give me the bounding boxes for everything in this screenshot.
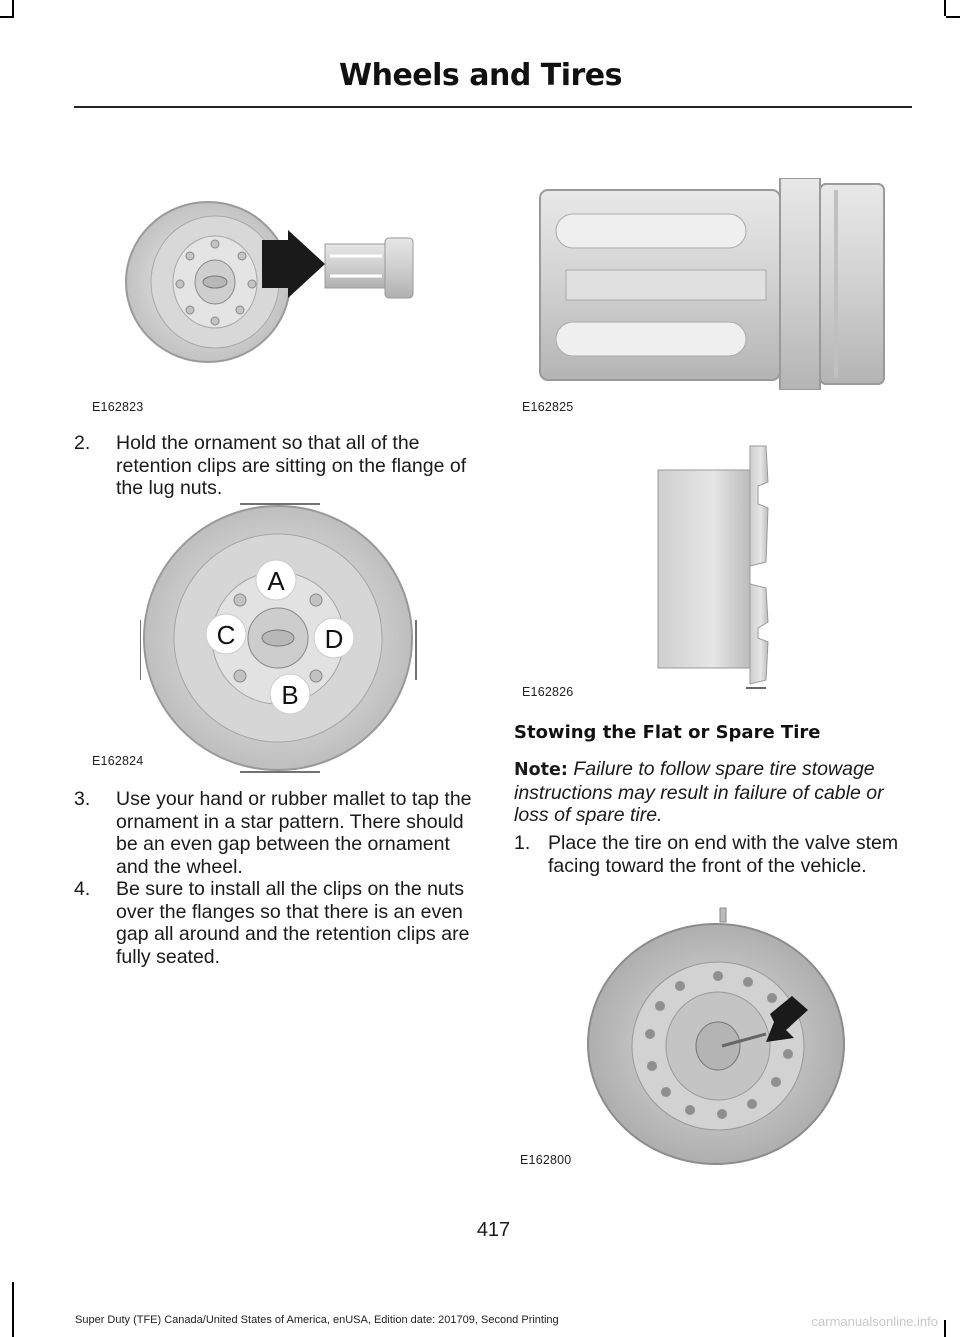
crop-mark bbox=[12, 0, 14, 16]
figure-id: E162824 bbox=[92, 754, 144, 768]
figure-nut-profile bbox=[650, 442, 780, 692]
step-2 bbox=[74, 432, 480, 500]
step-number: 2. bbox=[74, 432, 91, 454]
note-label: Note: bbox=[514, 760, 568, 780]
note-text: Failure to follow spare tire stowage instructions may result in failure of cable or loss of spare tire. bbox=[514, 758, 884, 826]
callout-a-label: A bbox=[267, 566, 285, 596]
callout-b bbox=[270, 674, 310, 714]
figure-id: E162826 bbox=[522, 685, 574, 699]
step-text: Be sure to install all the clips on the nuts over the flanges so that there is an even gap all around and the retention clips are fully seated. bbox=[116, 878, 470, 968]
crop-mark bbox=[946, 16, 960, 18]
callout-d bbox=[314, 618, 354, 658]
step-4 bbox=[74, 878, 480, 968]
page-title: Wheels and Tires bbox=[339, 58, 622, 93]
figure-id: E162825 bbox=[522, 400, 574, 414]
step-number: 4. bbox=[74, 878, 91, 900]
figure-wheel-star-pattern bbox=[140, 500, 420, 778]
figure-id: E162823 bbox=[92, 400, 144, 414]
callout-a bbox=[256, 560, 296, 600]
crop-mark bbox=[944, 1320, 946, 1337]
crop-mark bbox=[12, 1282, 14, 1337]
crop-mark bbox=[0, 16, 14, 18]
figure-id: E162800 bbox=[520, 1153, 572, 1167]
figure-spare-tire bbox=[580, 906, 850, 1168]
page-number: 417 bbox=[476, 1219, 511, 1241]
step-text: Hold the ornament so that all of the retention clips are sitting on the flange of the lug nuts. bbox=[116, 432, 467, 499]
callout-b-label: B bbox=[281, 680, 299, 710]
step-1 bbox=[514, 832, 914, 877]
note bbox=[514, 758, 914, 827]
section-heading: Stowing the Flat or Spare Tire bbox=[514, 722, 821, 743]
callout-c-label: C bbox=[216, 620, 236, 650]
step-3 bbox=[74, 788, 480, 878]
step-number: 3. bbox=[74, 788, 91, 810]
step-number: 1. bbox=[514, 832, 531, 854]
callout-d-label: D bbox=[324, 624, 344, 654]
figure-lug-nut-detail bbox=[536, 178, 890, 390]
crop-mark bbox=[944, 0, 946, 16]
figure-wheel-lug-nut bbox=[120, 200, 450, 400]
header-divider bbox=[74, 106, 912, 108]
footer: Super Duty (TFE) Canada/United States of America, enUSA, Edition date: 201709, Second Printing bbox=[75, 1314, 559, 1326]
watermark: carmanualsonline.info bbox=[811, 1314, 938, 1329]
step-text: Place the tire on end with the valve stem facing toward the front of the vehicle. bbox=[548, 832, 899, 877]
callout-c bbox=[206, 614, 246, 654]
step-text: Use your hand or rubber mallet to tap the ornament in a star pattern. There should be an even gap between the ornament and the wheel. bbox=[116, 788, 472, 878]
